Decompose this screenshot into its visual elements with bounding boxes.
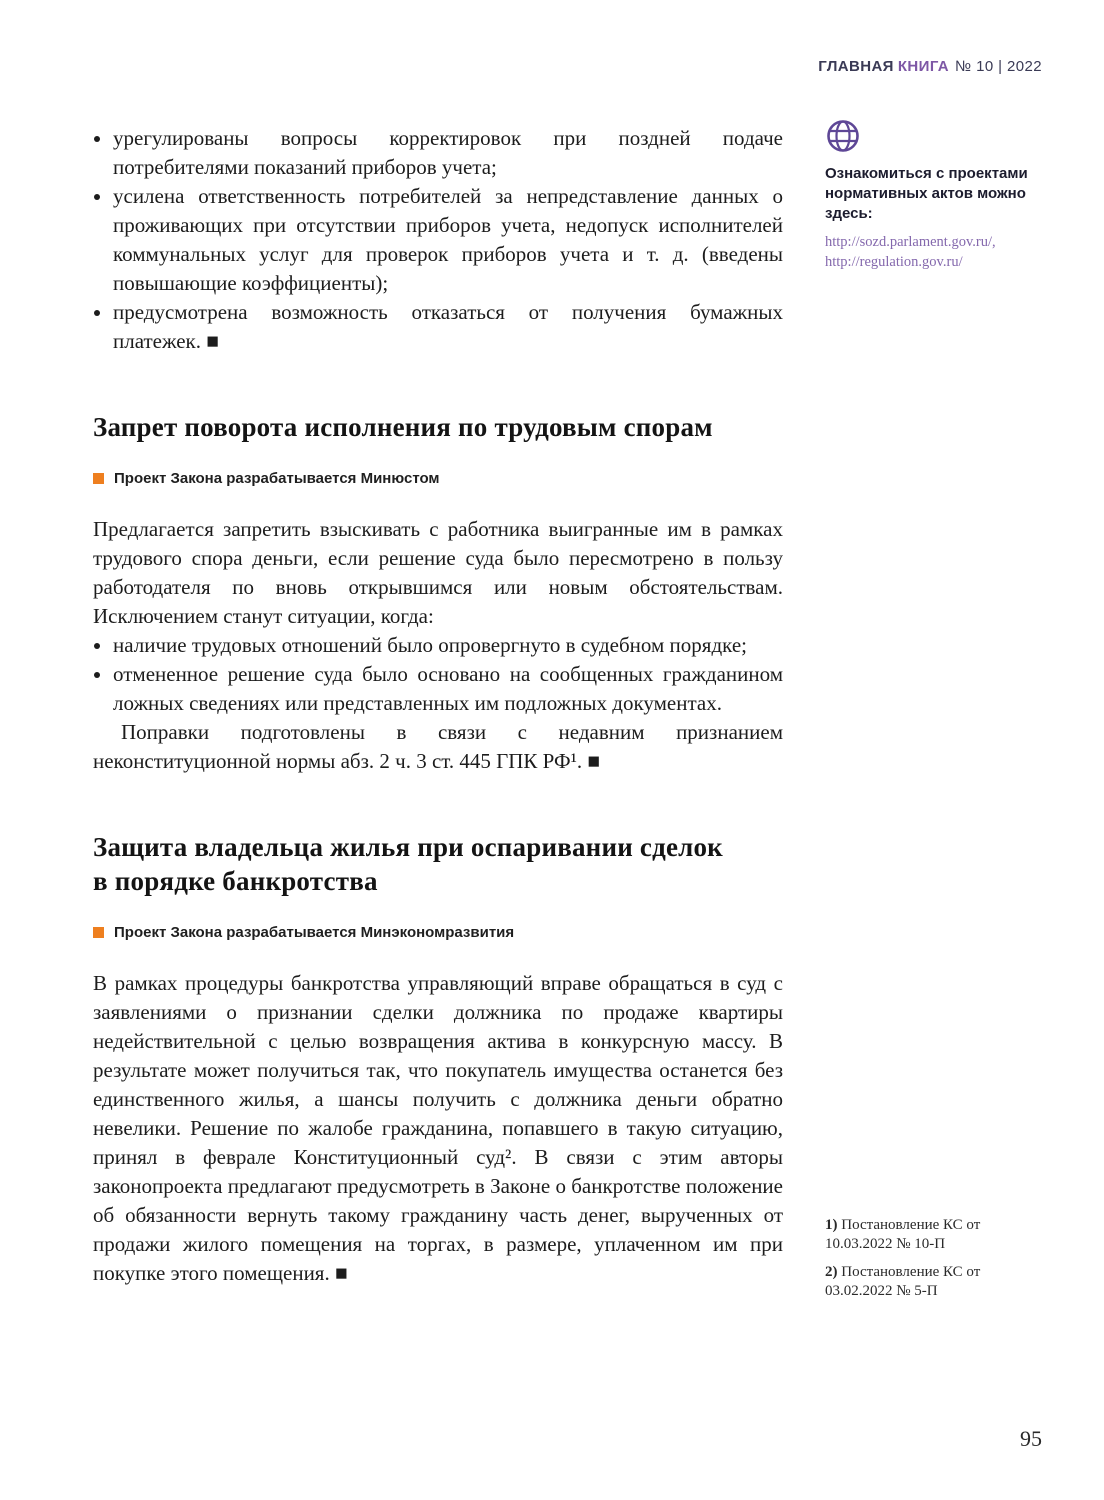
bullet-item: • предусмотрена возможность отказаться от получения бумажных платежек. ■ (113, 298, 783, 356)
section-title: Запрет поворота исполнения по трудовым спорам (93, 412, 713, 442)
footnotes (825, 1216, 1045, 1310)
sidebar-note (825, 118, 1045, 272)
paragraph: В рамках процедуры банкротства управляющий вправе обращаться в суд с заявлениями о признании сделки должника по продаже квартиры недействительной с целью возвращения актива в конкурсную массу. В результате может получиться так, что покупатель имущества останется без единственного жилья, а шансы получить с должника деньги обратно невелики. Решение по жалобе гражданина, попавшего в такую ситуацию, принял в феврале Конституционный суд². В связи с этим авторы законопроекта предлагают предусмотреть в Законе о банкротстве положение об обязанности вернуть такому гражданину часть денег, вырученных от продажи жилого помещения на торгах, в размере, уплаченном им при покупке этого помещения. ■ (93, 971, 783, 1285)
section-tag-label: Проект Закона разрабатывается Минюстом (114, 470, 440, 487)
footnote-marker: 1) (825, 1217, 838, 1233)
main-column (93, 124, 783, 1288)
section-tag (93, 464, 783, 493)
paragraph: Поправки подготовлены в связи с недавним признанием неконституционной нормы абз. 2 ч. 3 ст. 445 ГПК РФ¹. ■ (93, 720, 783, 773)
page-number: 95 (1020, 1426, 1042, 1451)
bullet-item: • усилена ответственность потребителей за непредставление данных о проживающих при отсутствии приборов учета, недопуск исполнителей коммунальных услуг для проверок приборов учета и т. д. (введены повышающие коэффициенты); (113, 182, 783, 298)
bullet-item: • отмененное решение суда было основано на сообщенных гражданином ложных сведениях или представленных им подложных документах. (113, 660, 783, 718)
orange-square-icon (93, 927, 104, 938)
section-title: Защита владельца жилья при оспаривании сделок в порядке банкротства (93, 832, 723, 896)
section-bankruptcy-protection (93, 830, 783, 1288)
sidebar-note-title: Ознакомиться с проектами нормативных актов можно здесь: (825, 165, 1028, 222)
footnote-text: Постановление КС от 10.03.2022 № 10-П (825, 1217, 981, 1252)
intro-bullet-list (93, 124, 783, 356)
section-labor-disputes (93, 410, 783, 776)
sidebar-links (825, 232, 1045, 272)
issue-label: № 10 | 2022 (955, 58, 1042, 75)
bullet-item: • урегулированы вопросы корректировок при поздней подаче потребителями показаний приборов учета; (113, 124, 783, 182)
page-header (818, 58, 1042, 75)
bullet-item: • наличие трудовых отношений было опровергнуто в судебном порядке; (113, 631, 783, 660)
brand-primary: ГЛАВНАЯ (818, 58, 894, 75)
globe-icon (825, 118, 1045, 154)
brand-secondary: КНИГА (897, 58, 950, 75)
section-tag (93, 918, 783, 947)
paragraph: Предлагается запретить взыскивать с работника выигранные им в рамках трудового спора деньги, если решение суда было пересмотрено в пользу работодателя по вновь открывшимся или новым обстоятельствам. Исключением станут ситуации, когда: (93, 517, 783, 628)
footnote (825, 1216, 1045, 1254)
footnote-marker: 2) (825, 1264, 838, 1280)
section-bullet-list (93, 631, 783, 718)
orange-square-icon (93, 473, 104, 484)
footnote-text: Постановление КС от 03.02.2022 № 5-П (825, 1264, 981, 1299)
footnote (825, 1263, 1045, 1301)
sidebar-link[interactable]: http://sozd.parlament.gov.ru/, (825, 234, 996, 250)
sidebar-link[interactable]: http://regulation.gov.ru/ (825, 254, 963, 270)
section-tag-label: Проект Закона разрабатывается Минэкономразвития (114, 924, 515, 941)
